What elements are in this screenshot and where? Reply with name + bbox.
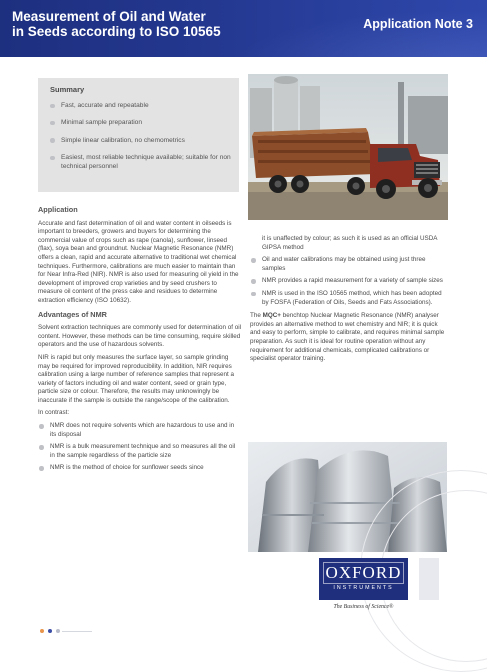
summary-item: Easiest, most reliable technique available; suitable for non technical personnel [50, 153, 234, 171]
advantages-paragraph-2: NIR is rapid but only measures the surface layer, so sample grinding may be required for improved reproducibility. In addition, NIR requires calibration using a large number of reference samples that represent a variety of factors including oil and water content, seed or grain type, particle size or colour. Therefore, the results may unknowingly be inaccurate if the sample is outside the range/scope of the calibration. [38, 353, 235, 404]
logo-side-panel [419, 558, 439, 600]
contrast-item: NMR does not require solvents which are hazardous to use and in its disposal [38, 422, 241, 439]
summary-box [38, 78, 239, 192]
document-title [12, 9, 312, 39]
contrast-item: NMR is the method of choice for sunflower seeds since [38, 464, 241, 473]
bullet-icon [251, 258, 256, 263]
contrast-label: In contrast: [38, 409, 70, 417]
contrast-item: NMR is a bulk measurement technique and so measures all the oil in the sample regardless of the particle size [38, 443, 241, 460]
summary-item: Simple linear calibration, no chemometrics [50, 136, 234, 145]
summary-heading: Summary [50, 85, 85, 94]
footer-dot-blue [48, 629, 52, 633]
right-column [250, 235, 447, 364]
contrast-list [38, 422, 241, 473]
application-text: Accurate and fast determination of oil and water content in oilseeds is important to breeders, growers and buyers for determining the commercial value of crops such as rape (canola), sunflower, linseed (flax), soya bean and groundnut. Nuclear Magnetic Resonance (NMR) offers a clean, rapid and accurate alternative to traditional wet chemical techniques. Furthermore, calibrations are much easier to maintain than for Near Infra-Red (NIR). NMR is also used for measuring oil yield in the development of improved crop varieties and by seed crushers to measure oil content of the press cake and residues to determine extraction efficiency (ISO 10632). [38, 219, 239, 304]
truck-photo [248, 74, 448, 220]
continuation-text: it is unaffected by colour; as such it is used as an official USDA GIPSA method [262, 235, 438, 251]
logo-tagline: The Business of Science® [333, 604, 394, 610]
mqc-product-name: MQC+ [262, 312, 281, 320]
left-column [38, 206, 241, 473]
advantages-heading: Advantages of NMR [38, 309, 107, 319]
summary-item: Minimal sample preparation [50, 118, 234, 127]
bullet-icon [50, 121, 55, 126]
benefit-item: NMR provides a rapid measurement for a variety of sample sizes [250, 277, 447, 286]
oxford-instruments-logo [319, 558, 408, 600]
title-line-2: in Seeds according to ISO 10565 [12, 24, 221, 39]
advantages-paragraph-1: Solvent extraction techniques are commonly used for determination of oil content. However, these methods can be time consuming, require skilled operators and the use of hazardous solvents. [38, 324, 242, 349]
bullet-icon [251, 279, 256, 284]
benefit-item: NMR is used in the ISO 10565 method, which has been adopted by FOSFA (Federation of Oils, Seeds and Fats Associations). [250, 290, 447, 307]
benefit-item: Oil and water calibrations may be obtained using just three samples [250, 256, 447, 273]
bullet-icon [251, 292, 256, 297]
nmr-benefits-list [250, 256, 447, 307]
bullet-icon [39, 445, 44, 450]
mqc-paragraph: The MQC+ benchtop Nuclear Magnetic Resonance (NMR) analyser provides an alternative method to wet chemistry and NIR; it is quick and easy to perform, simple to calibrate, and requires minimal sample preparation. As such it is ideal for routine operation without any requirement for additional chemicals, complicated calibrations or specialist operator training. [250, 312, 445, 363]
summary-list [50, 101, 234, 180]
footer-rule [62, 631, 92, 632]
footer-dot-orange [40, 629, 44, 633]
bullet-icon [50, 156, 55, 161]
footer-dot-grey [56, 629, 60, 633]
title-line-1: Measurement of Oil and Water [12, 9, 206, 24]
bullet-icon [39, 466, 44, 471]
application-heading: Application [38, 205, 78, 214]
bullet-icon [50, 138, 55, 143]
summary-item: Fast, accurate and repeatable [50, 101, 234, 110]
bullet-icon [39, 424, 44, 429]
bullet-icon [50, 104, 55, 109]
application-note-label: Application Note 3 [363, 17, 473, 31]
logo-subtitle: INSTRUMENTS [333, 585, 394, 591]
logo-name: OXFORD [325, 563, 402, 582]
